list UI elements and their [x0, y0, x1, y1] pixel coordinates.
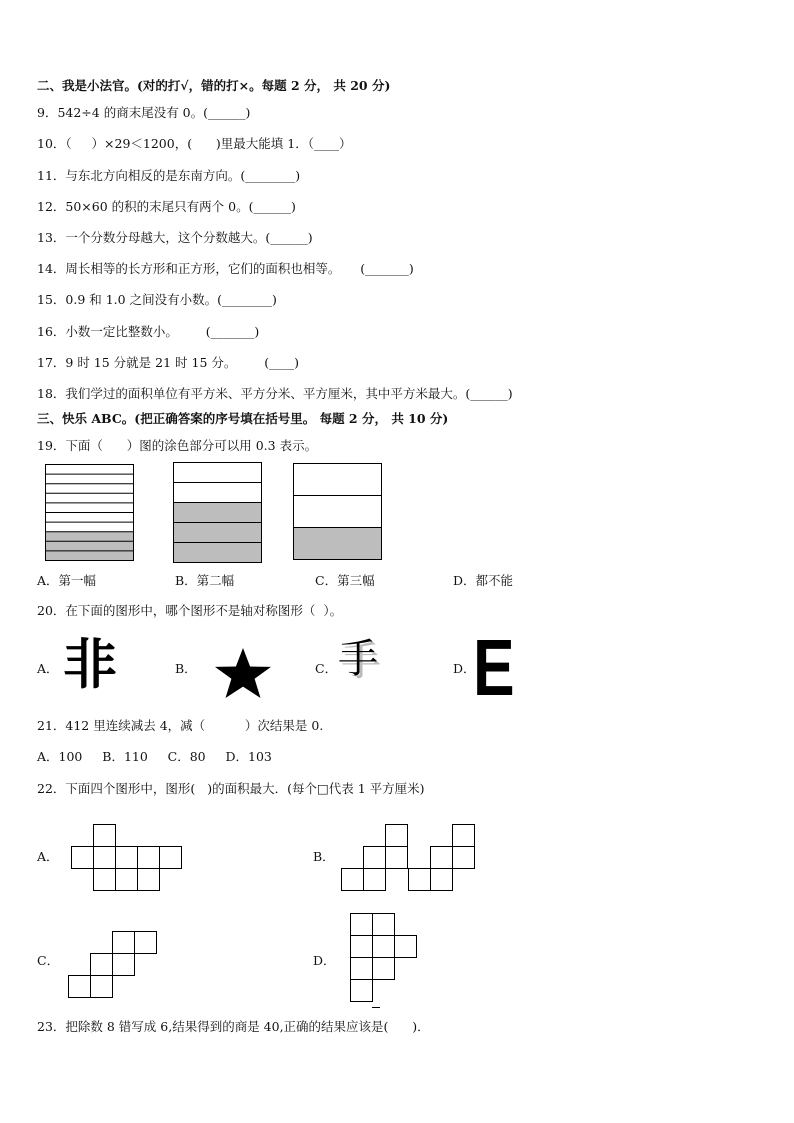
q20-label-a: A．: [37, 661, 59, 676]
question-12: 12．50×60 的积的末尾只有两个 0。(______): [37, 199, 296, 214]
q19-option-a: A．第一幅: [37, 573, 97, 588]
question-13: 13．一个分数分母越大，这个分数越大。(______): [37, 230, 313, 245]
question-10: 10．（ ）×29＜1200，( )里最大能填 1．（____）: [37, 136, 352, 151]
q20-label-d: D．: [453, 661, 476, 676]
question-23-stem: 23．把除数 8 错写成 6,结果得到的商是 40,正确的结果应该是( )．: [37, 1019, 430, 1034]
q19-figure-3: [293, 463, 385, 563]
q19-figure-2: [173, 462, 265, 564]
q22-figure-b: [341, 824, 479, 894]
q19-option-d: D．都不能: [453, 573, 514, 588]
question-17: 17．9 时 15 分就是 21 时 15 分。 (____): [37, 355, 299, 370]
q22-label-b: B．: [313, 849, 335, 864]
question-19-stem: 19．下面（ ）图的涂色部分可以用 0.3 表示。: [37, 438, 318, 453]
q22-label-a: A．: [37, 849, 59, 864]
q20-glyph-e: E: [473, 623, 515, 712]
question-9: 9．542÷4 的商末尾没有 0。(______): [37, 105, 251, 120]
q22-label-d: D．: [313, 953, 336, 968]
q22-figure-d: [350, 913, 422, 1011]
q19-option-c: C．第三幅: [315, 573, 375, 588]
question-11: 11．与东北方向相反的是东南方向。(________): [37, 168, 301, 183]
question-21-stem: 21．412 里连续减去 4，减（ ）次结果是 0.: [37, 718, 324, 733]
question-18: 18．我们学过的面积单位有平方米、平方分米、平方厘米，其中平方米最大。(______): [37, 386, 513, 401]
question-14: 14．周长相等的长方形和正方形，它们的面积也相等。 (_______): [37, 261, 414, 276]
question-22-stem: 22．下面四个图形中，图形( )的面积最大．(每个□代表 1 平方厘米): [37, 781, 425, 796]
q22-figure-c: [68, 931, 162, 1001]
q19-option-b: B．第二幅: [175, 573, 235, 588]
section2-header: 二、我是小法官。(对的打√，错的打×。每题 2 分， 共 20 分): [37, 78, 391, 93]
section3-header: 三、快乐 ABC。(把正确答案的序号填在括号里。 每题 2 分， 共 10 分): [37, 411, 449, 426]
question-16: 16．小数一定比整数小。 (_______): [37, 324, 260, 339]
q20-label-b: B．: [175, 661, 197, 676]
q20-glyph-shou: 手: [338, 636, 378, 682]
q22-label-c: C．: [37, 953, 60, 968]
q22-figure-a: [71, 824, 185, 894]
question-20-stem: 20．在下面的图形中，哪个图形不是轴对称图形（ ）。: [37, 603, 343, 618]
q20-label-c: C．: [315, 661, 338, 676]
q19-figure-1: [45, 464, 137, 564]
question-15: 15．0.9 和 1.0 之间没有小数。(________): [37, 292, 277, 307]
q20-star-icon: [213, 648, 273, 698]
q20-glyph-fei: 非: [63, 633, 117, 696]
question-21-options: A．100 B．110 C．80 D．103: [37, 749, 272, 764]
